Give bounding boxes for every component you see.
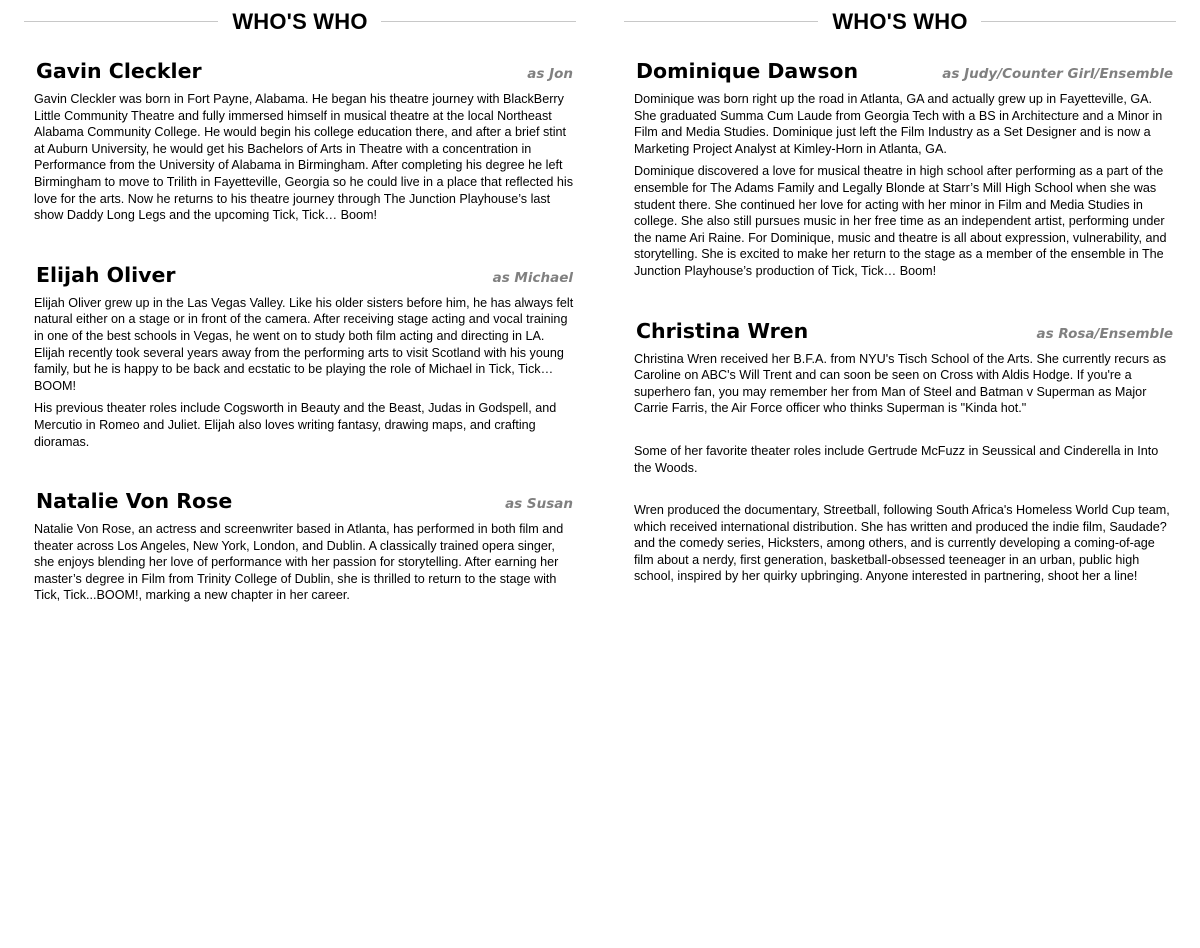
header-rule-right — [381, 21, 576, 22]
cast-name: Elijah Oliver — [36, 262, 176, 287]
cast-role: as Susan — [505, 496, 573, 513]
bio-paragraph: Dominique discovered a love for musical theatre in high school after performing as a part of the ensemble for The Adams Family and Legally Blonde at Starr’s Mill High School when she was student there. She continued her love for acting with her minor in Film and Media Studies in college. She also still pursues music in her free time as an independent artist, performing under the name Ari Raine. For Dominique, music and theatre is all about expression, vulnerability, and storytelling. She is excited to make her return to the stage as a member of the ensemble in The Junction Playhouse’s production of Tick, Tick… Boom! — [634, 164, 1167, 278]
cast-role: as Rosa/Ensemble — [1036, 325, 1173, 342]
cast-role: as Michael — [492, 269, 573, 286]
bio-elijah-oliver — [24, 262, 576, 450]
page-title: WHO'S WHO — [818, 9, 981, 35]
program-page-right — [624, 0, 1176, 948]
bio-christina-wren — [624, 318, 1176, 586]
bio-paragraph: Christina Wren received her B.F.A. from NYU's Tisch School of the Arts. She currently recurs as Caroline on ABC's Will Trent and can soon be seen on Cross with Aldis Hodge. If you're a superhero fan, you may remember her from Man of Steel and Batman v Superman as Major Carrie Farris, the Air Force officer who thinks Superman is "Kinda hot." — [634, 351, 1167, 416]
cast-name: Dominique Dawson — [636, 59, 859, 83]
cast-role: as Judy/Counter Girl/Ensemble — [942, 66, 1173, 82]
program-page-left — [24, 0, 576, 948]
cast-role: as Jon — [527, 66, 573, 82]
bio-gavin-cleckler — [24, 58, 576, 224]
bio-paragraph: Gavin Cleckler was born in Fort Payne, Alabama. He began his theatre journey with BlackBerry Little Community Theatre and fully immersed himself in musical theatre at the local Northeast Alabama Community College. He would begin his college education there, and after a brief stint at Auburn University, he would get his Bachelors of Arts in Theatre with a concentration in Performance from the University of Alabama in Birmingham. After completing his degree he left Birmingham to move to Trilith in Fayetteville, Georgia so he could live in a place that reflected his love for the arts. Now he returns to his theatre journey through The Junction Playhouse’s last show Daddy Long Legs and the upcoming Tick, Tick… Boom! — [34, 92, 573, 223]
bio-paragraph: His previous theater roles include Cogsworth in Beauty and the Beast, Judas in Godspell, and Mercutio in Romeo and Juliet. Elijah also loves writing fantasy, drawing maps, and crafting dioramas. — [34, 401, 557, 449]
header-rule-right — [981, 21, 1176, 22]
header-rule-left — [624, 21, 819, 22]
header-rule-left — [24, 21, 219, 22]
bio-paragraph: Elijah Oliver grew up in the Las Vegas Valley. Like his older sisters before him, he has always felt natural either on a stage or in front of the camera. After receiving stage acting and vocal training in one of the best schools in Vegas, he went on to study both film acting and directing in LA. Elijah recently took several years away from the performing arts to visit Scotland with his young family, but he is happy to be back and ecstatic to be playing the role of Michael in Tick, Tick… BOOM! — [34, 295, 574, 393]
bio-paragraph: Wren produced the documentary, Streetball, following South Africa's Homeless World Cup team, which received international distribution. She has written and produced the indie film, Saudade? and the comedy series, Hicksters, among others, and is currently developing a coming-of-age film about a nerdy, first generation, basketball-obsessed teeneager in an urban, public high school, inspired by her quirky upbringing. Anyone interested in partnering, shoot her a line! — [634, 503, 1170, 584]
bio-paragraph: Natalie Von Rose, an actress and screenwriter based in Atlanta, has performed in both film and theater across Los Angeles, New York, London, and Dublin. A classically trained opera singer, she enjoys blending her love of performance with her passion for storytelling. After earning her master’s degree in Film from Trinity College of Dublin, she is thrilled to return to the stage with Tick, Tick...BOOM!, marking a new chapter in her career. — [34, 522, 564, 603]
cast-name: Gavin Cleckler — [36, 59, 202, 83]
bio-dominique-dawson — [624, 58, 1176, 280]
page-header — [624, 0, 1176, 44]
bio-paragraph: Dominique was born right up the road in Atlanta, GA and actually grew up in Fayetteville, GA. She graduated Summa Cum Laude from Georgia Tech with a BS in Architecture and a Minor in Film and Media Studies. Dominique just left the Film Industry as a Set Designer and is now a Marketing Project Analyst at Kimley-Horn in Atlanta, GA. — [634, 92, 1163, 156]
bio-natalie-von-rose — [24, 488, 576, 604]
page-header — [24, 0, 576, 44]
page-title: WHO'S WHO — [218, 9, 381, 35]
cast-name: Natalie Von Rose — [36, 489, 233, 514]
bio-paragraph: Some of her favorite theater roles include Gertrude McFuzz in Seussical and Cinderella in Into the Woods. — [634, 443, 1159, 475]
cast-name: Christina Wren — [636, 318, 809, 343]
